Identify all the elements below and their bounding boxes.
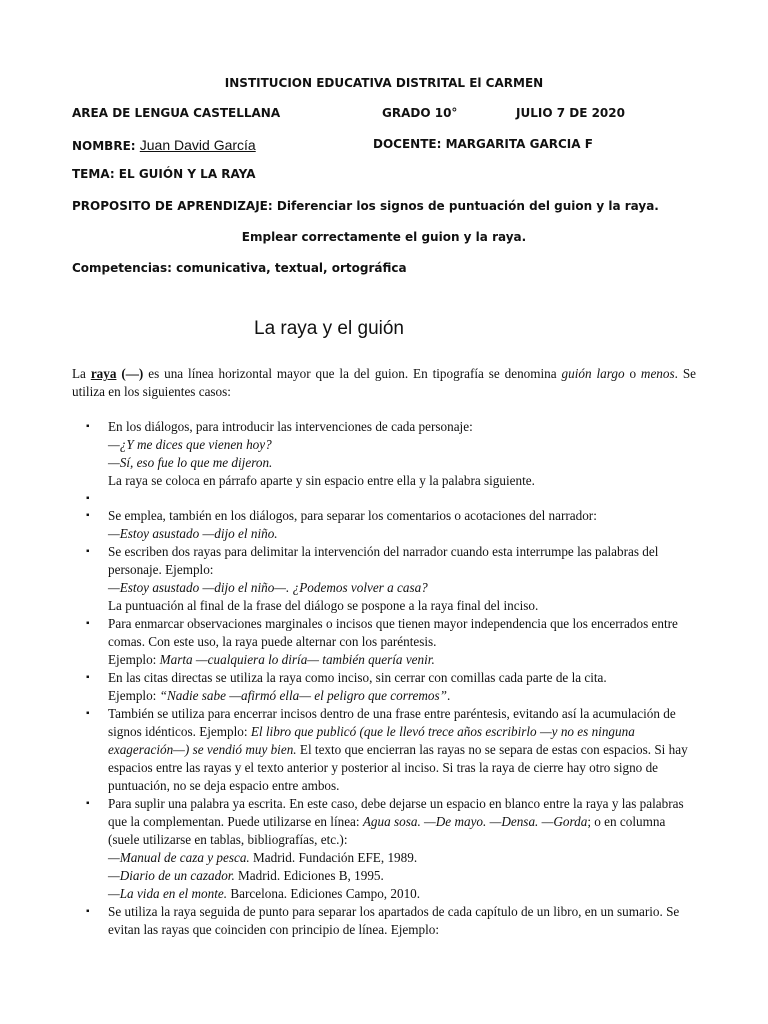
intro-text: . Se utiliza en los siguientes casos: — [72, 366, 696, 399]
item-text: ▪ Se escriben dos rayas para delimitar la intervención del narrador cuando esta interrumpe las palabras del personaje. Ejemplo: — [108, 544, 659, 577]
example-label: Ejemplo: — [108, 652, 160, 667]
item-text: ▪ Para enmarcar observaciones marginales o incisos que tienen mayor independencia que los encerrados entre comas. Con este uso, la raya puede alternar con los paréntesis. — [108, 616, 678, 649]
item-text: ▪ Se emplea, también en los diálogos, para separar los comentarios o acotaciones del narrador: — [108, 508, 597, 523]
example-text: —¿Y me dices que vienen hoy? — [108, 437, 272, 452]
list-item — [72, 669, 696, 705]
student-name-row — [72, 137, 256, 153]
item-text — [108, 705, 696, 795]
purpose-row — [72, 199, 659, 213]
institution-heading: INSTITUCION EDUCATIVA DISTRITAL El CARMEN — [224, 76, 544, 90]
list-item — [72, 507, 696, 543]
bibliography-line — [108, 849, 696, 867]
intro-raya-word: raya — [90, 366, 117, 381]
book-title: —La vida en el monte. — [108, 886, 228, 901]
name-label: NOMBRE: — [72, 139, 136, 153]
item-text-part: También se utiliza para encerrar incisos dentro de una frase entre paréntesis, evitando así la acumulación de signos idénticos. Ejemplo: — [108, 706, 676, 739]
date-label: JULIO 7 DE 2020 — [516, 106, 625, 120]
purpose-line-2: Emplear correctamente el guion y la raya. — [241, 230, 527, 244]
page-title: La raya y el guión — [254, 318, 404, 339]
intro-italic: menos — [640, 366, 675, 381]
example-text: —Estoy asustado —dijo el niño—. ¿Podemos volver a casa? — [108, 580, 428, 595]
item-text: La puntuación al final de la frase del diálogo se pospone a la raya final del inciso. — [108, 598, 539, 613]
example-text: —Estoy asustado —dijo el niño. — [108, 526, 278, 541]
list-item — [72, 615, 696, 669]
item-text-part: Para suplir una palabra ya escrita. En este caso, debe dejarse un espacio en blanco entre la raya y las palabras que la complementan. Puede utilizarse en línea: — [108, 796, 684, 829]
list-item — [72, 418, 696, 490]
example-text: “Nadie sabe —afirmó ella— el peligro que corremos” — [159, 688, 447, 703]
book-title: —Diario de un cazador. — [108, 868, 235, 883]
example-text: Marta —cualquiera lo diría— también quería venir. — [159, 652, 435, 667]
purpose-text: Diferenciar los signos de puntuación del guion y la raya. — [276, 199, 659, 213]
book-publisher: Barcelona. Ediciones Campo, 2010. — [227, 886, 421, 901]
usage-list — [72, 418, 696, 939]
item-text: ▪ Se utiliza la raya seguida de punto para separar los apartados de cada capítulo de un libro, en un sumario. Se evitan las rayas que coinciden con principio de línea. Ejemplo: — [108, 904, 680, 937]
book-publisher: Madrid. Fundación EFE, 1989. — [249, 850, 418, 865]
example-line — [108, 579, 696, 597]
intro-text: o — [624, 366, 641, 381]
teacher-label: DOCENTE: MARGARITA GARCIA F — [373, 137, 593, 151]
example-line — [108, 687, 696, 705]
student-name: Juan David García — [139, 137, 256, 153]
intro-text: La — [72, 366, 91, 381]
item-text — [108, 795, 696, 849]
area-label: AREA DE LENGUA CASTELLANA — [72, 106, 281, 120]
list-spacer — [72, 490, 696, 507]
grade-label: GRADO 10° — [382, 106, 458, 120]
example-text: —Sí, eso fue lo que me dijeron. — [108, 455, 273, 470]
competencies-label: Competencias: comunicativa, textual, ortográfica — [72, 261, 407, 275]
intro-raya-sign: (—) — [116, 366, 144, 381]
item-text: La raya se coloca en párrafo aparte y sin espacio entre ella y la palabra siguiente. — [108, 473, 535, 488]
example-line — [108, 651, 696, 669]
intro-paragraph — [72, 365, 696, 401]
example-line — [108, 454, 696, 472]
example-line — [108, 525, 696, 543]
bibliography-line — [108, 867, 696, 885]
list-item — [72, 795, 696, 903]
item-text: ▪ En las citas directas se utiliza la raya como inciso, sin cerrar con comillas cada parte de la cita. — [108, 670, 607, 685]
item-text-part: ; o en columna (suele utilizarse en tablas, bibliografías, etc.): — [108, 814, 666, 847]
purpose-label: PROPOSITO DE APRENDIZAJE: — [72, 199, 273, 213]
list-item — [72, 903, 696, 939]
bibliography-line — [108, 885, 696, 903]
example-text: Agua sosa. —De mayo. —Densa. —Gorda — [362, 814, 588, 829]
example-period: . — [446, 688, 451, 703]
book-publisher: Madrid. Ediciones B, 1995. — [234, 868, 384, 883]
list-item — [72, 543, 696, 615]
example-label: Ejemplo: — [108, 688, 160, 703]
item-text: ▪ En los diálogos, para introducir las intervenciones de cada personaje: — [108, 419, 473, 434]
intro-text: es una línea horizontal mayor que la del guion. En tipografía se denomina — [143, 366, 562, 381]
topic-label: TEMA: EL GUIÓN Y LA RAYA — [72, 167, 256, 181]
list-item — [72, 705, 696, 795]
book-title: —Manual de caza y pesca. — [108, 850, 250, 865]
intro-italic: guión largo — [561, 366, 625, 381]
example-text: El libro que publicó (que le llevó trece años escribirlo —y no es ninguna exageración—) se vendió muy bien. — [108, 724, 635, 757]
item-text-part: El texto que encierran las rayas no se separa de estas con espacios. Si hay espacios entre las rayas y el texto anterior y posterior al inciso. Si tras la raya de cierre hay otro signo de puntuación, no se deja espacio entre ambos. — [108, 742, 688, 793]
example-line — [108, 436, 696, 454]
